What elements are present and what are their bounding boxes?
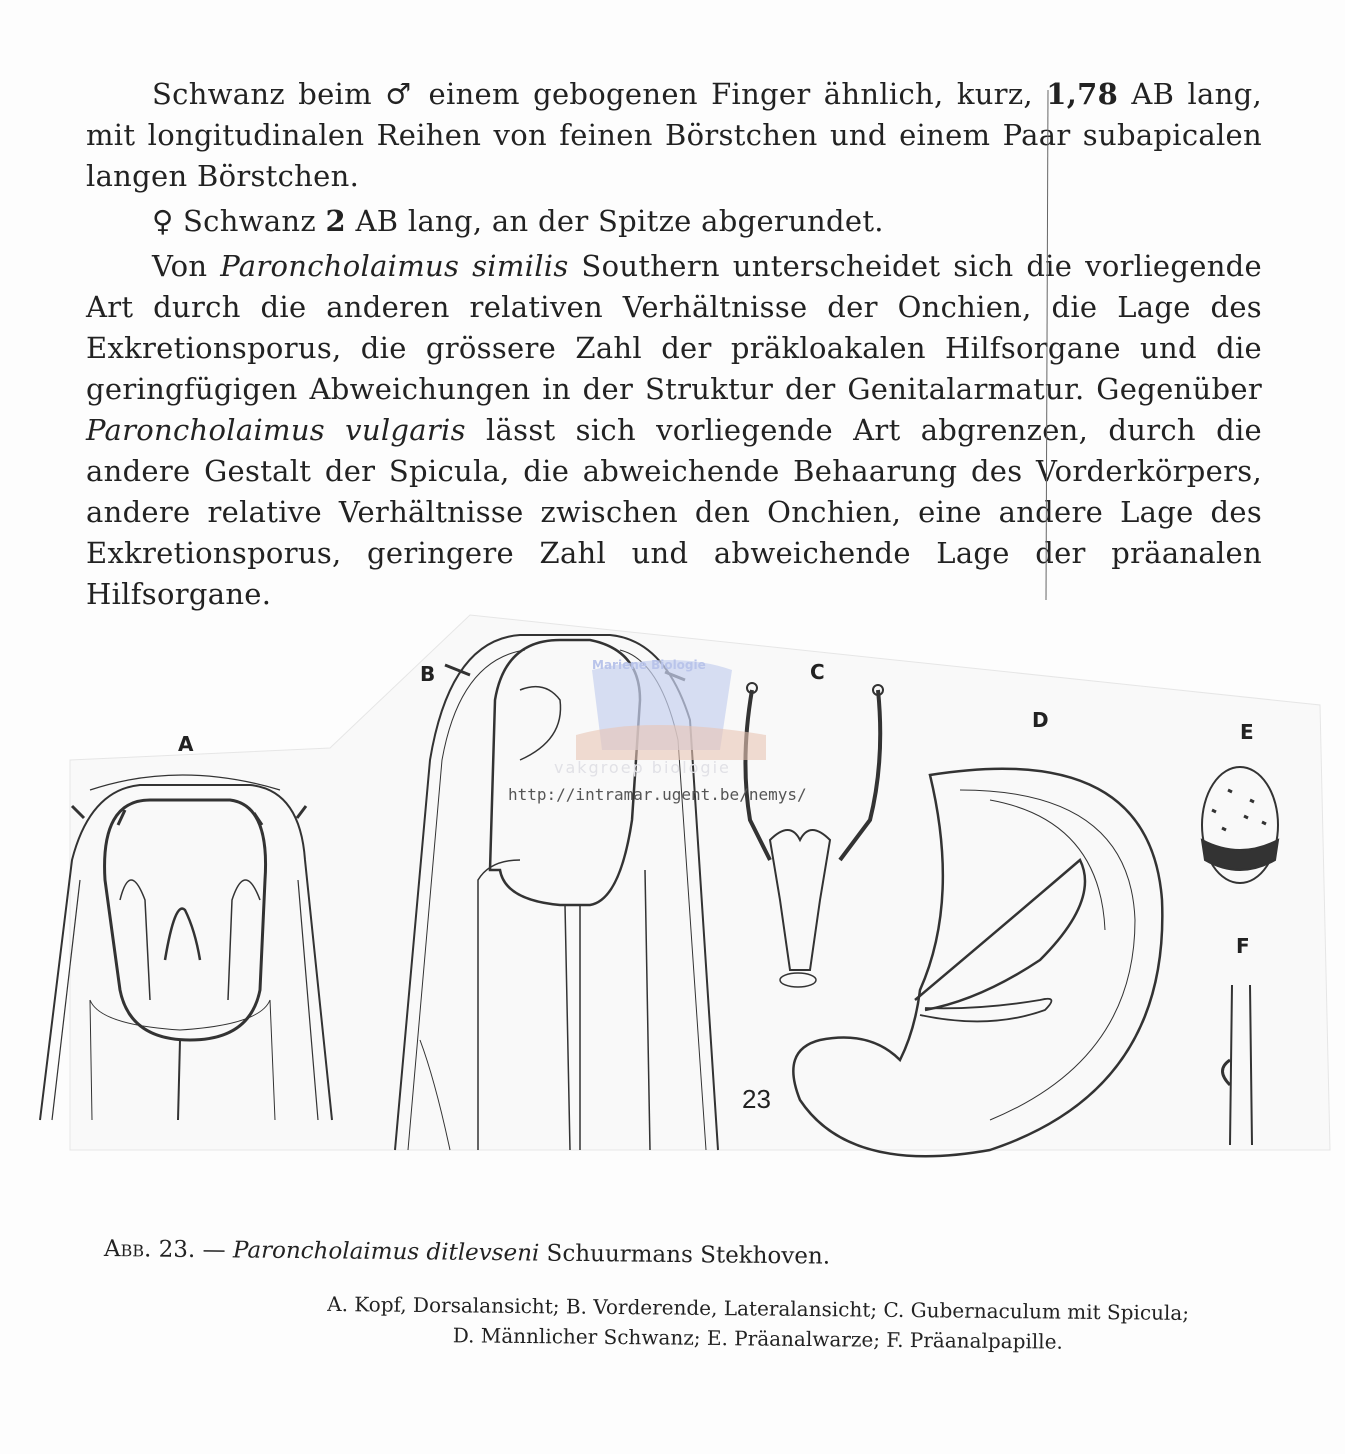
- figure-label-d: D: [1032, 708, 1049, 732]
- watermark-top-text: Mariene Biologie: [592, 658, 706, 672]
- figure-number: 23: [742, 1084, 771, 1114]
- caption-legend: [238, 1288, 1279, 1359]
- figure-label-a: A: [178, 732, 194, 756]
- caption-line-2: D. Männlicher Schwanz; E. Präanalwarze; F. Präanalpapille.: [452, 1323, 1063, 1354]
- figure-label-b: B: [420, 662, 436, 686]
- paragraph-female-tail: ♀ Schwanz 2 AB lang, an der Spitze abgerundet.: [152, 204, 884, 238]
- paragraph-comparison: Von Paroncholaimus similis Southern unterscheidet sich die vorliegende Art durch die anderen relativen Verhältnisse der Onchien, die Lage des Exkretionsporus, die grössere Zahl der präkloakalen Hilfsorgane und die geringfügigen Abweichungen in der Struktur der Genitalarmatur. Gegenüber Paroncholaimus vulgaris lässt sich vorliegende Art abgrenzen, durch die andere Gestalt der Spicula, die abweichende Behaarung des Vorderkörpers, andere relative Verhältnisse zwischen den Onchien, eine andere Lage des Exkretionsporus, geringere Zahl und abweichende Lage der präanalen Hilfsorgane.: [86, 249, 1262, 611]
- figure-label-c: C: [810, 660, 825, 684]
- watermark-url: http://intramar.ugent.be/nemys/: [508, 785, 807, 804]
- paragraph-male-tail: Schwanz beim ♂ einem gebogenen Finger ähnlich, kurz, 1,78 AB lang, mit longitudinalen Reihen von feinen Börstchen und einem Paar subapicalen langen Börstchen.: [86, 77, 1262, 193]
- watermark: [506, 640, 836, 810]
- page-fold-line: [1046, 90, 1048, 600]
- figure-label-f: F: [1236, 934, 1250, 958]
- caption-title: Abb. 23. — Paroncholaimus ditlevseni Schuurmans Stekhoven.: [103, 1236, 831, 1270]
- watermark-mid-text: vakgroep biologie: [554, 758, 731, 777]
- figure-label-e: E: [1240, 720, 1254, 744]
- caption-line-1: A. Kopf, Dorsalansicht; B. Vorderende, Lateralansicht; C. Gubernaculum mit Spicula;: [327, 1291, 1190, 1325]
